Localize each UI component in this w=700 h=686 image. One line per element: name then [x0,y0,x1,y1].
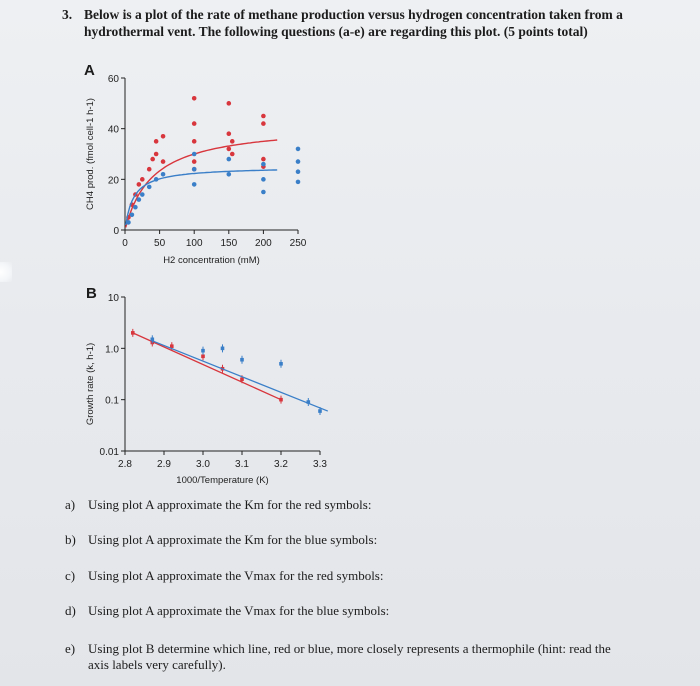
plot-a-point-red [154,152,159,157]
plot-b [80,285,420,485]
plot-a-y-tick-label: 0 [113,226,119,237]
plot-a-point-blue [154,177,159,182]
plot-a-point-red [140,177,145,182]
plot-b-x-tick-label: 2.9 [157,459,171,470]
plot-a-point-red [154,139,159,144]
plot-a-point-blue [227,157,232,162]
plot-a-x-tick-label: 100 [185,238,203,249]
plot-b-y-tick-label: 1.0 [105,344,119,356]
question-d-label: d) [65,603,76,618]
plot-a-point-blue [296,147,301,152]
plot-a-point-blue [296,159,301,164]
plot-a-point-blue [137,197,142,202]
question-e-label: e) [65,641,76,656]
question-b [65,532,625,548]
question-c [65,568,625,584]
plot-b-point-blue [307,400,311,404]
plot-a-point-blue [261,190,266,195]
plot-a-point-blue [192,182,197,187]
plot-a-point-red [137,182,142,187]
plot-b-x-axis-title: 1000/Temperature (K) [176,475,269,486]
plot-a-point-blue [133,205,138,210]
plot-a-y-tick-label: 40 [107,124,119,136]
plot-a-point-blue [126,220,131,225]
plot-a-point-red [192,96,197,101]
plot-a-point-red [161,134,166,139]
plot-b-x-tick-label: 2.8 [118,459,132,470]
plot-a-y-axis-title: CH4 prod. (fmol cell-1 h-1) [85,98,96,210]
plot-a-point-blue [227,172,232,177]
plot-a-point-red [261,121,266,126]
plot-a-point-red [230,152,235,157]
plot-a-point-blue [296,169,301,174]
plot-a-y-tick-label: 60 [107,74,119,85]
question-a-label: a) [65,497,76,512]
plot-a-point-red [227,101,232,106]
question-c-text: Using plot A approximate the Vmax for the red symbols: [88,568,384,583]
plot-b-y-tick-label: 10 [107,293,119,304]
plot-a-x-tick-label: 250 [289,238,307,249]
plot-a-point-red [150,157,155,162]
plot-a-point-red [227,147,232,152]
photo-glare [0,262,12,282]
question-a [65,497,625,513]
question-a-text: Using plot A approximate the Km for the red symbols: [88,497,372,512]
plot-a-x-tick-label: 50 [154,238,166,249]
plot-a-point-blue [296,180,301,185]
plot-a-point-blue [192,152,197,157]
question-e-text: Using plot B determine which line, red or blue, more closely represents a thermophile (hint: read the axis labels very carefully). [88,641,611,672]
plot-a-point-blue [130,213,135,218]
question-header [62,6,642,40]
plot-a-point-red [192,121,197,126]
question-b-text: Using plot A approximate the Km for the blue symbols: [88,532,378,547]
question-prompt: Below is a plot of the rate of methane production versus hydrogen concentration taken from a hydrothermal vent. The following questions (a-e) are regarding this plot. (5 points total) [84,7,623,39]
plot-a-x-tick-label: 150 [220,238,238,249]
plot-b-y-tick-label: 0.01 [99,447,119,458]
plot-a-x-axis-title: H2 concentration (mM) [163,255,260,266]
plot-b-point-red [240,377,244,381]
plot-a-point-red [230,139,235,144]
question-d [65,603,625,619]
plot-a-point-red [147,167,152,172]
plot-a-fit-curve-blue [126,170,278,225]
plot-b-point-red [279,398,283,402]
plot-a-x-tick-label: 200 [255,238,272,249]
plot-b-point-blue [201,349,205,353]
plot-b-y-axis-title: Growth rate (k, h-1) [85,342,96,426]
question-d-text: Using plot A approximate the Vmax for the blue symbols: [88,603,390,618]
plot-a-point-blue [161,172,166,177]
plot-b-fit-line-red [133,333,281,400]
plot-a-point-red [161,159,166,164]
plot-b-point-blue [279,362,283,366]
plot-b-x-tick-label: 3.3 [313,459,327,470]
plot-a-point-red [261,114,266,119]
plot-b-point-blue [151,337,155,341]
plot-b-fit-line-blue [152,341,327,411]
plot-a [80,60,420,275]
plot-a-x-tick-label: 0 [122,238,128,249]
plot-b-x-tick-label: 3.0 [196,459,210,470]
plot-a-point-red [261,157,266,162]
plot-b-point-blue [318,409,322,413]
plot-a-point-blue [261,177,266,182]
plot-a-point-red [192,159,197,164]
plot-b-point-blue [240,358,244,362]
plot-b-point-blue [221,347,225,351]
plot-b-y-tick-label: 0.1 [105,395,119,407]
plot-b-x-tick-label: 3.1 [235,459,249,470]
plot-a-point-blue [140,192,145,197]
plot-a-point-red [227,131,232,136]
plot-b-label: B [86,285,97,302]
plot-b-point-red [131,331,135,335]
plot-b-x-tick-label: 3.2 [274,459,288,470]
plot-a-point-red [192,139,197,144]
plot-b-point-red [201,354,205,358]
question-c-label: c) [65,568,76,583]
plot-a-point-blue [261,162,266,167]
plot-a-label: A [84,62,95,79]
question-e [65,641,625,673]
plot-a-y-tick-label: 20 [107,175,119,187]
question-number: 3. [62,7,73,22]
plot-a-point-blue [192,167,197,172]
question-b-label: b) [65,532,76,547]
plot-a-point-blue [147,185,152,190]
